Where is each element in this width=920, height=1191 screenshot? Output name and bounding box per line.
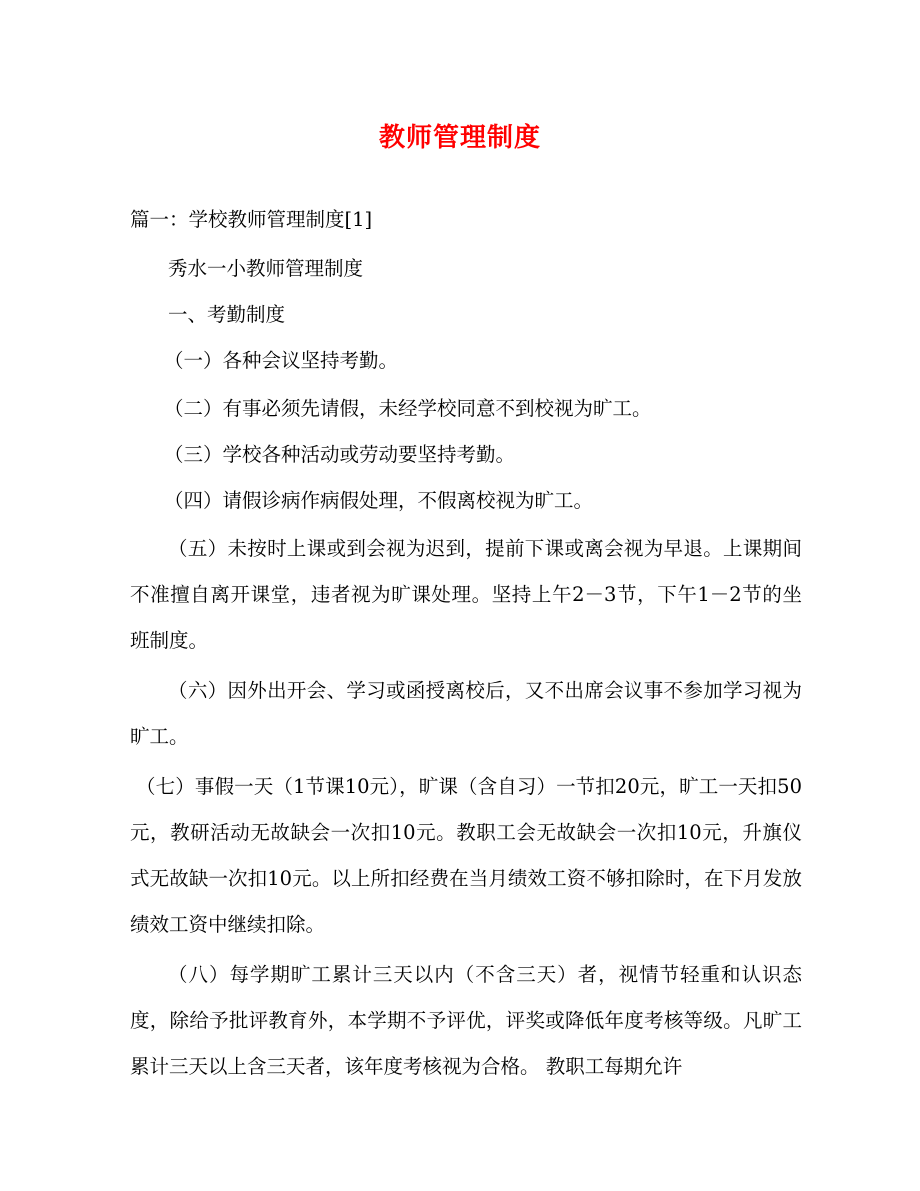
document-title: 教师管理制度 [378,123,541,153]
chapter-heading: 一、考勤制度 [168,303,286,326]
item-7: （七）事假一天（1节课10元），旷课（含自习）一节扣20元，旷工一天扣50元，教研活动无故缺会一次扣10元。教职工会无故缺会一次扣10元，升旗仪式无故缺一次扣10元。以上所扣经费在当月绩效工资不够扣除时，在下月发放绩效工资中继续扣除。 [130,775,802,936]
section-heading: 篇一：学校教师管理制度[1] [130,208,373,231]
item-1: （一）各种会议坚持考勤。 [164,349,399,372]
item-6: （六）因外出开会、学习或函授离校后，又不出席会议事不参加学习视为旷工。 [130,679,802,748]
item-3: （三）学校各种活动或劳动要坚持考勤。 [164,443,516,466]
school-heading: 秀水一小教师管理制度 [168,257,364,280]
item-2: （二）有事必须先请假，未经学校同意不到校视为旷工。 [164,397,652,420]
item-5: （五）未按时上课或到会视为迟到，提前下课或离会视为早退。上课期间不准擅自离开课堂，违者视为旷课处理。坚持上午2－3节，下午1－2节的坐班制度。 [130,537,802,652]
item-4: （四）请假诊病作病假处理，不假离校视为旷工。 [164,489,594,512]
item-8: （八）每学期旷工累计三天以内（不含三天）者，视情节轻重和认识态度，除给予批评教育外，本学期不予评优，评奖或降低年度考核等级。凡旷工累计三天以上含三天者，该年度考核视为合格。 教职工每期允许 [130,963,802,1078]
